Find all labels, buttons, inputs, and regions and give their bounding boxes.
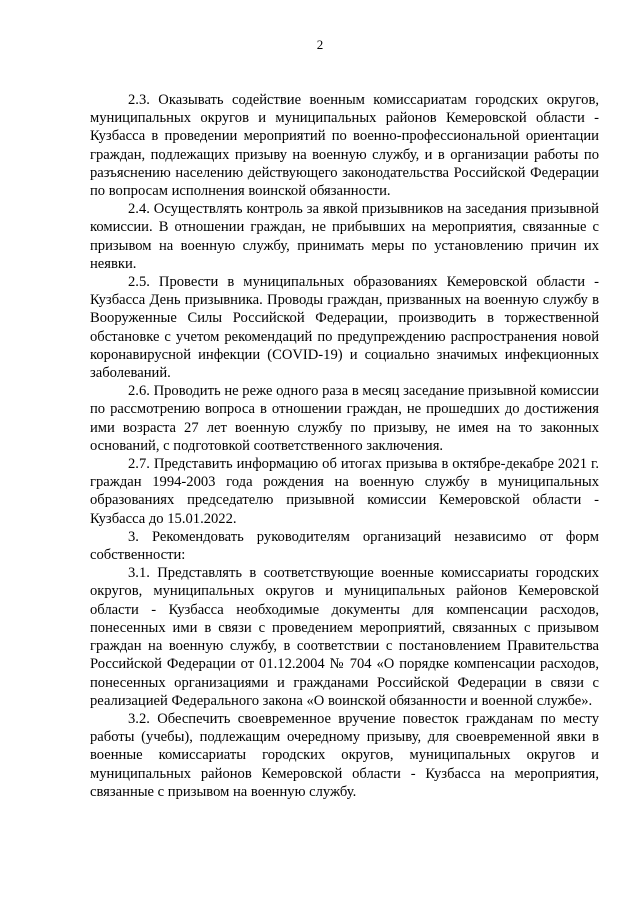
paragraph-2-3: 2.3. Оказывать содействие военным комиссариатам городских округов, муниципальных округов и муниципальных районов Кемеровской области - Кузбасса в проведении мероприятий по военно-профессиональной ориентации граждан, подлежащих призыву на военную службу, и в организации работы по разъяснению населению действующего законодательства Российской Федерации по вопросам исполнения воинской обязанности. <box>90 92 599 200</box>
paragraph-3-2: 3.2. Обеспечить своевременное вручение повесток гражданам по месту работы (учебы), подлежащим очередному призыву, для своевременной явки в военные комиссариаты городских округов, муниципальных округов и муниципальных районов Кемеровской области - Кузбасса на мероприятия, связанные с призывом на военную службу. <box>90 710 599 800</box>
paragraph-2-5: 2.5. Провести в муниципальных образованиях Кемеровской области - Кузбасса День призывника. Проводы граждан, призванных на военную службу в Вооруженные Силы Российской Федерации, производить в торжественной обстановке с учетом рекомендаций по предупреждению распространения новой коронавирусной инфекции (COVID-19) и социально значимых инфекционных заболеваний. <box>90 274 599 382</box>
paragraph-2-6: 2.6. Проводить не реже одного раза в месяц заседание призывной комиссии по рассмотрению вопроса в отношении граждан, не прошедших до достижения ими возраста 27 лет военную службу по призыву, не имея на то законных оснований, с подготовкой соответственного заключения. <box>90 383 599 454</box>
paragraph-3: 3. Рекомендовать руководителям организаций независимо от форм собственности: <box>90 528 599 564</box>
paragraph-2-7: 2.7. Представить информацию об итогах призыва в октябре-декабре 2021 г. граждан 1994-2003 года рождения на военную службу в муниципальных образованиях председателю призывной комиссии Кемеровской области - Кузбасса до 15.01.2022. <box>90 456 599 527</box>
document-body <box>90 91 599 801</box>
paragraph-3-1: 3.1. Представлять в соответствующие военные комиссариаты городских округов, муниципальных округов и муниципальных районов Кемеровской области - Кузбасса необходимые документы для компенсации расходов, понесенных ими в связи с проведением мероприятий, связанных с призывом граждан на военную службу, в соответствии с постановлением Правительства Российской Федерации от 01.12.2004 № 704 «О порядке компенсации расходов, понесенных организациями и гражданами Российской Федерации в связи с реализацией Федерального закона «О воинской обязанности и военной службе». <box>90 565 599 709</box>
paragraph-2-4: 2.4. Осуществлять контроль за явкой призывников на заседания призывной комиссии. В отношении граждан, не прибывших на мероприятия, связанные с призывом на военную службу, принимать меры по установлению причин их неявки. <box>90 201 599 272</box>
page-number: 2 <box>316 37 324 52</box>
